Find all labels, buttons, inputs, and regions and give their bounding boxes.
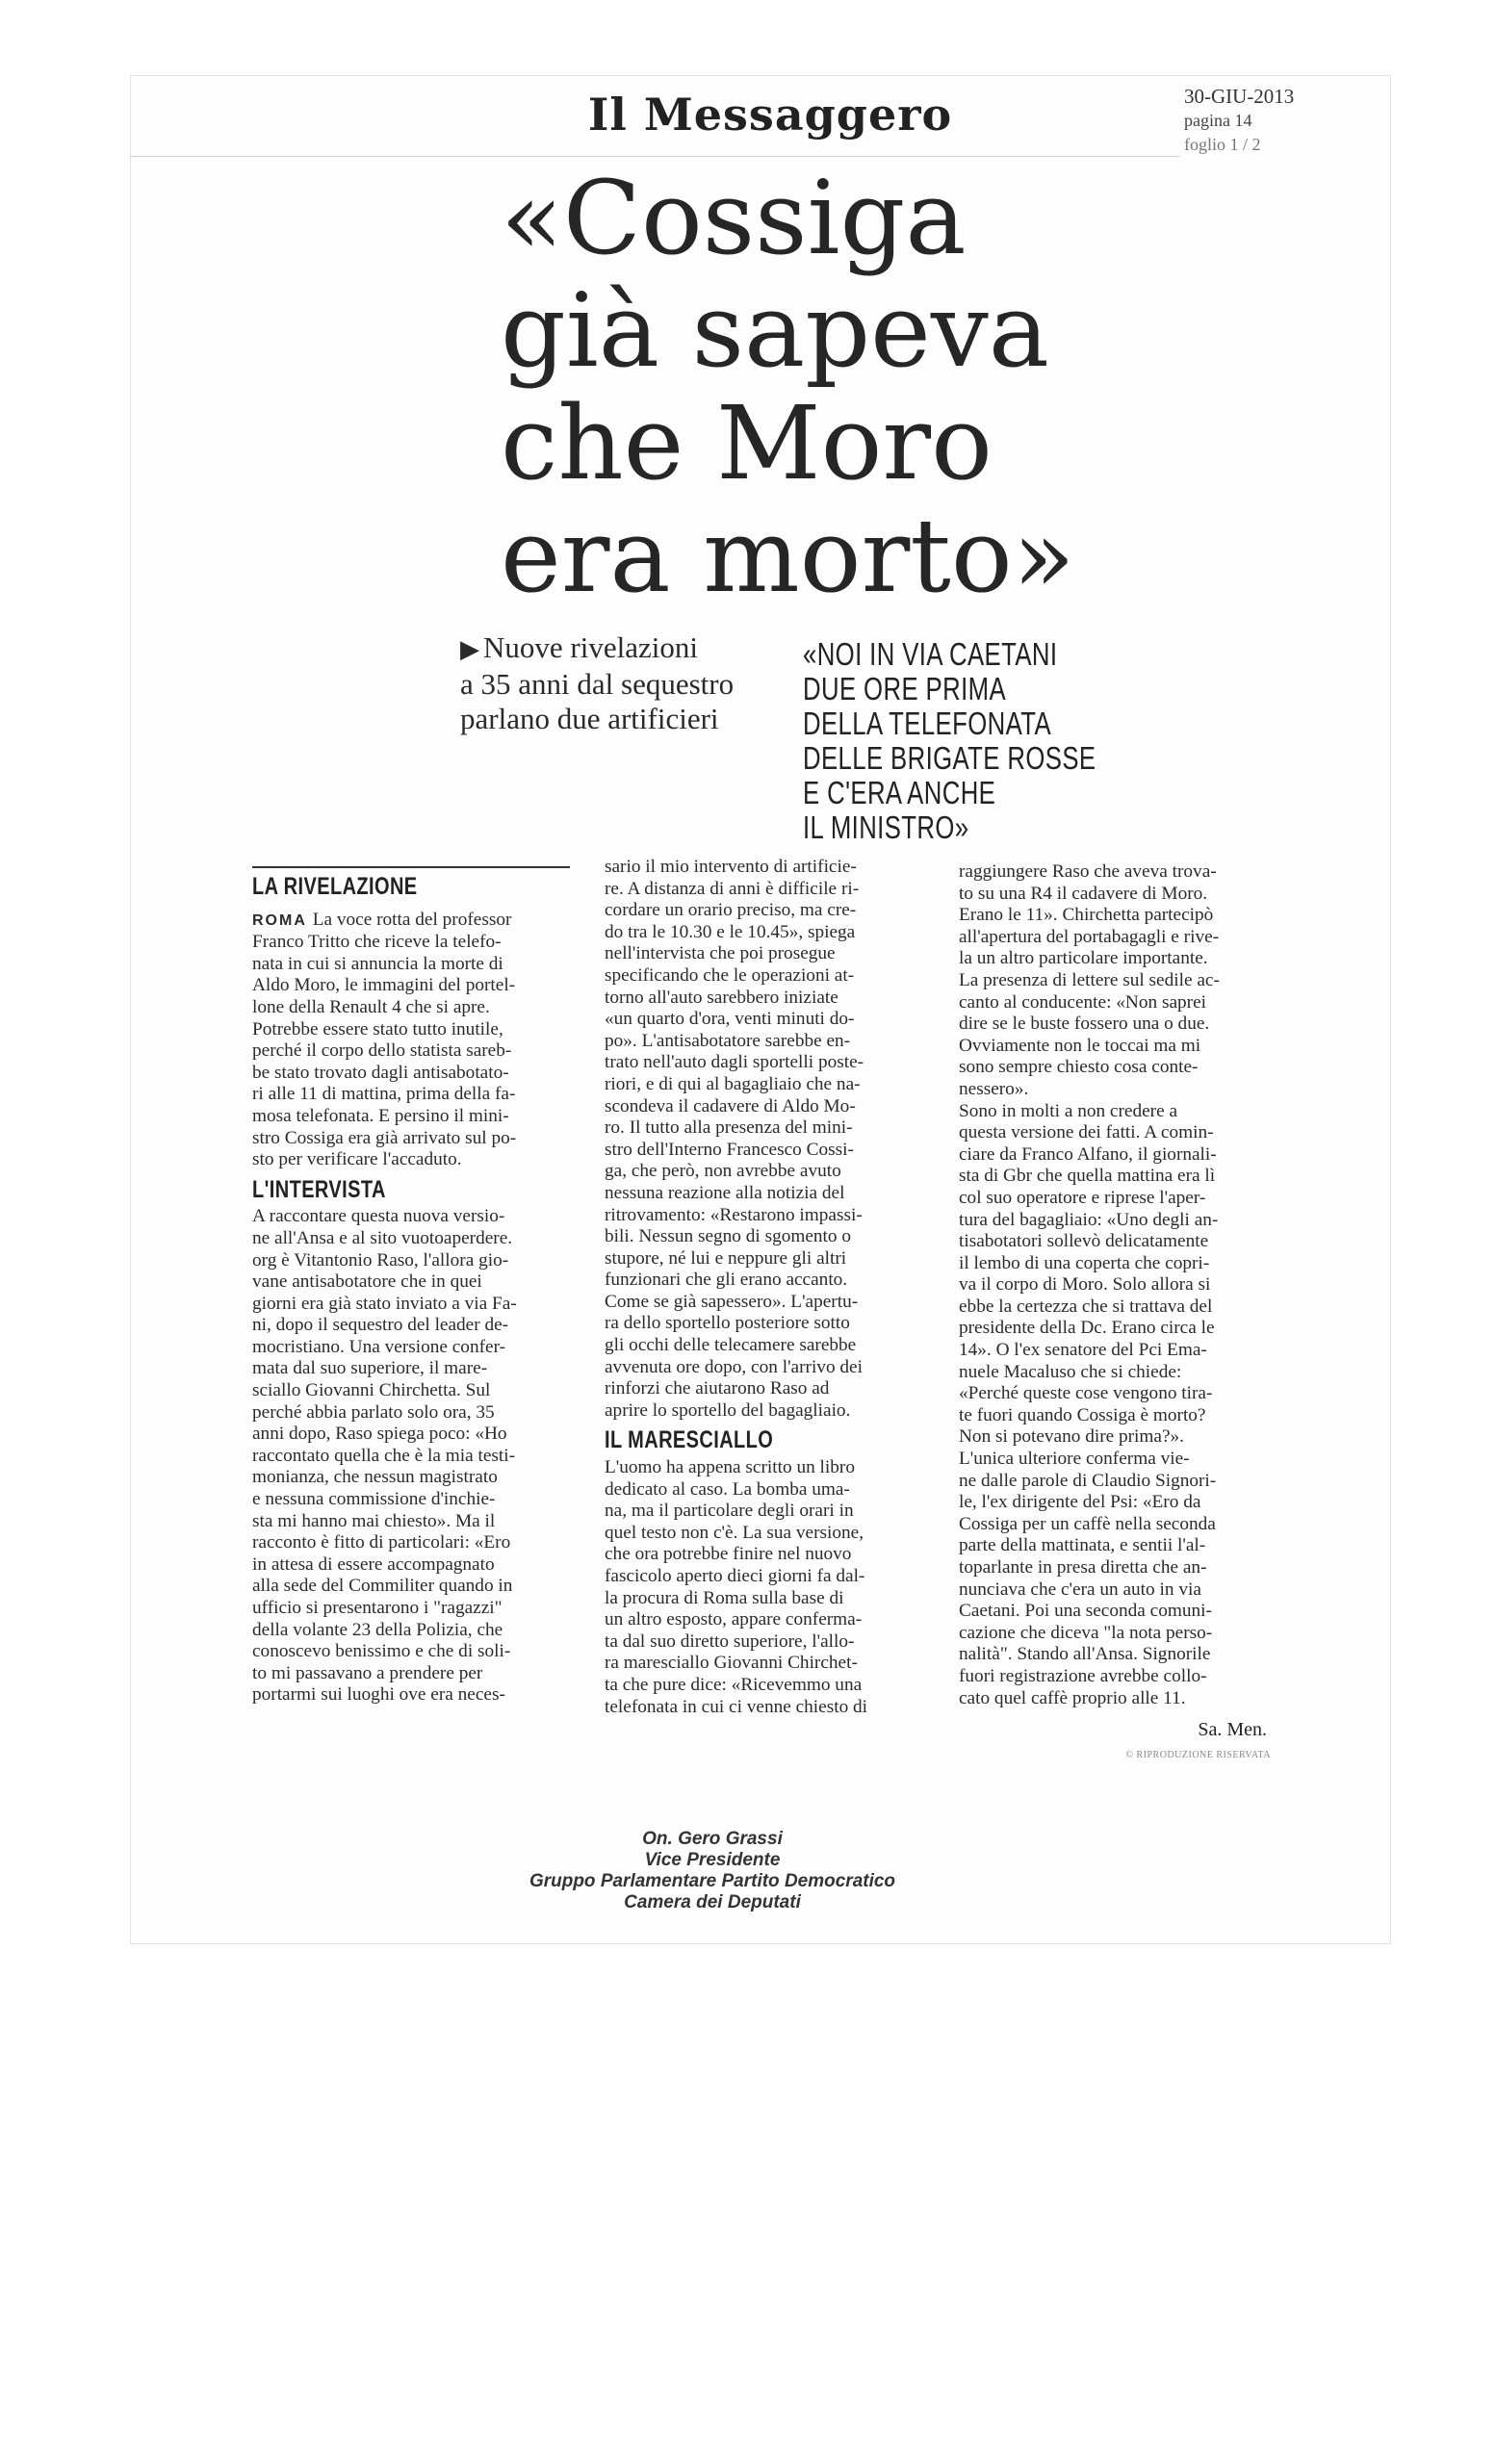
article-line: bili. Nessun segno di sgomento o [605, 1226, 852, 1247]
article-line: va il corpo di Moro. Solo allora si [959, 1274, 1211, 1296]
article-column-2 [605, 857, 920, 1718]
clipping-dateline [1184, 85, 1338, 157]
article-line: L'uomo ha appena scritto un libro [605, 1457, 855, 1478]
newspaper-masthead: Il Messaggero [587, 89, 953, 141]
article-line: e nessuna commissione d'inchie- [252, 1489, 496, 1510]
article-line: fuori registrazione avrebbe collo- [959, 1665, 1207, 1686]
article-line: avvenuta ore dopo, con l'arrivo dei [605, 1356, 863, 1377]
article-line: fascicolo aperto dieci giorni fa dal- [605, 1566, 865, 1586]
article-line: perché abbia parlato solo ora, 35 [252, 1401, 495, 1423]
section-intervista-text [252, 1206, 570, 1707]
article-line: ebbe la certezza che si trattava del [959, 1296, 1213, 1317]
article-line: «un quarto d'ora, venti minuti do- [605, 1009, 855, 1030]
article-line: la procura di Roma sulla base di [605, 1587, 844, 1608]
article-line: do tra le 10.30 e le 10.45», spiega [605, 921, 856, 942]
article-line: L'unica ulteriore conferma vie- [959, 1449, 1190, 1470]
article-line: Ovviamente non le toccai ma mi [959, 1035, 1201, 1056]
article-line: mocristiano. Una versione confer- [252, 1336, 506, 1357]
article-line: sta di Gbr che quella mattina era lì [959, 1166, 1216, 1187]
city-label: ROMA [252, 911, 313, 929]
article-line: telefonata in cui ci venne chiesto di [605, 1696, 868, 1717]
article-line: ri alle 11 di mattina, prima della fa- [252, 1084, 516, 1105]
article-line: 14». O l'ex senatore del Pci Ema- [959, 1340, 1207, 1361]
article-line: stro Cossiga era già arrivato sul po- [252, 1127, 517, 1148]
article-line: mata dal suo superiore, il mare- [252, 1358, 488, 1379]
article-line: Potrebbe essere stato tutto inutile, [252, 1018, 503, 1040]
stamp-group: Gruppo Parlamentare Partito Democratico [529, 1871, 896, 1891]
article-line: nata in cui si annuncia la morte di [252, 953, 503, 974]
article-line: Non si potevano dire prima?». [959, 1426, 1184, 1448]
article-line: scondeva il cadavere di Aldo Mo- [605, 1095, 856, 1116]
article-line: «Perché queste cose vengono tira- [959, 1383, 1213, 1404]
article-line: La presenza di lettere sul sedile ac- [959, 969, 1220, 990]
article-line: ta dal suo diretto superiore, l'allo- [605, 1630, 855, 1652]
article-line: te fuori quando Cossiga è morto? [959, 1404, 1206, 1425]
article-line: le, l'ex dirigente del Psi: «Ero da [959, 1492, 1201, 1513]
article-line: ga, che però, non avrebbe avuto [605, 1161, 841, 1182]
article-line: gli occhi delle telecamere sarebbe [605, 1335, 857, 1356]
article-line: della volante 23 della Polizia, che [252, 1619, 503, 1640]
subheadline [460, 630, 807, 736]
article-line: un altro esposto, appare conferma- [605, 1609, 863, 1630]
clipping-date: 30-GIU-2013 [1184, 85, 1295, 108]
article-line: sono sempre chiesto cosa conte- [959, 1057, 1199, 1078]
article-line: na, ma il particolare degli orari in [605, 1501, 854, 1522]
article-line: ciare da Franco Alfano, il giornali- [959, 1143, 1217, 1165]
article-line: be stato trovato dagli antisabotato- [252, 1062, 509, 1083]
article-line: sto per verificare l'accaduto. [252, 1149, 462, 1170]
article-line: perché il corpo dello statista sareb- [252, 1040, 512, 1062]
article-line: racconto è fitto di particolari: «Ero [252, 1532, 511, 1553]
headline-line: già sapeva [501, 271, 1049, 390]
article-line: sario il mio intervento di artificie- [605, 857, 857, 877]
article-line: conoscevo benissimo e che di soli- [252, 1641, 511, 1662]
section-rule [252, 866, 570, 868]
article-line: Cossiga per un caffè nella seconda [959, 1513, 1216, 1534]
article-line: lone della Renault 4 che si apre. [252, 996, 490, 1017]
headline-line: era morto» [501, 497, 1075, 615]
headline-line: «Cossiga [501, 159, 967, 277]
article-line: stro dell'Interno Francesco Cossi- [605, 1139, 854, 1160]
article-line: torno all'auto sarebbero iniziate [605, 987, 838, 1008]
section-title-intervista: L'INTERVISTA [252, 1175, 386, 1203]
article-line: riori, e di qui al bagagliaio che na- [605, 1073, 861, 1094]
article-column-1 [252, 866, 570, 1707]
page-number: pagina 14 [1184, 111, 1252, 130]
sheet-number: foglio 1 / 2 [1184, 135, 1261, 154]
pull-quote-line: DELLA TELEFONATA [803, 706, 1052, 741]
section-rivelazione-text [252, 910, 570, 1171]
article-line: nessuna reazione alla notizia del [605, 1182, 845, 1203]
article-line: trato nell'auto dagli sportelli poste- [605, 1052, 864, 1073]
article-line: all'apertura del portabagagli e rive- [959, 926, 1220, 947]
deputy-stamp [424, 1829, 1001, 1913]
triangle-bullet-icon: ▶ [460, 635, 479, 663]
article-line: cato quel caffè proprio alle 11. [959, 1687, 1186, 1708]
article-line: raggiungere Raso che aveva trova- [959, 861, 1217, 882]
article-line: Sono in molti a non credere a [959, 1100, 1178, 1121]
article-line: quel testo non c'è. La sua versione, [605, 1522, 864, 1543]
article-line: rinforzi che aiutarono Raso ad [605, 1378, 830, 1399]
article-line: in attesa di essere accompagnato [252, 1553, 495, 1575]
article-line: ritrovamento: «Restarono impassi- [605, 1204, 863, 1225]
article-line: to mi passavano a prendere per [252, 1662, 483, 1683]
article-line: Caetani. Poi una seconda comuni- [959, 1601, 1212, 1622]
pull-quote-line: «NOI IN VIA CAETANI [803, 636, 1058, 672]
article-line: ufficio si presentarono i "ragazzi" [252, 1598, 503, 1618]
article-line: nell'intervista che poi prosegue [605, 943, 836, 964]
article-line: parte della mattinata, e sentii l'al- [959, 1535, 1206, 1556]
article-line: giorni era già stato inviato a via Fa- [252, 1293, 517, 1314]
article-line: Come se già sapessero». L'apertu- [605, 1291, 859, 1312]
article-line: ni, dopo il sequestro del leader de- [252, 1315, 509, 1336]
article-line: portarmi sui luoghi ove era neces- [252, 1684, 505, 1706]
pull-quote [803, 636, 1096, 845]
article-line: anni dopo, Raso spiega poco: «Ho [252, 1424, 507, 1445]
article-line: aprire lo sportello del bagagliaio. [605, 1399, 851, 1421]
article-line: dedicato al caso. La bomba uma- [605, 1478, 850, 1500]
stamp-role: Vice Presidente [644, 1850, 781, 1870]
article-line: che ora potrebbe finire nel nuovo [605, 1544, 852, 1565]
column-2-text [605, 857, 920, 1422]
article-line: ra maresciallo Giovanni Chirchet- [605, 1653, 858, 1674]
column-3-text [959, 861, 1277, 1709]
article-line: dire se le buste fossero una o due. [959, 1014, 1210, 1035]
headline [501, 159, 1194, 615]
article-line: tura del bagagliaio: «Uno degli an- [959, 1209, 1219, 1230]
article-line: re. A distanza di anni è difficile ri- [605, 878, 860, 899]
article-line: A raccontare questa nuova versio- [252, 1206, 505, 1227]
article-line: nalità". Stando all'Ansa. Signorile [959, 1644, 1211, 1665]
article-line: toparlante in presa diretta che an- [959, 1557, 1207, 1578]
article-line: sta mi hanno mai chiesto». Ma il [252, 1510, 496, 1531]
author-signature: Sa. Men. [1198, 1719, 1267, 1741]
section-title-maresciallo: IL MARESCIALLO [605, 1426, 774, 1454]
stamp-chamber: Camera dei Deputati [624, 1892, 801, 1912]
article-line: org è Vitantonio Raso, l'allora gio- [252, 1249, 509, 1270]
article-line: sciallo Giovanni Chirchetta. Sul [252, 1380, 491, 1401]
article-line: raccontato quella che è la mia testi- [252, 1445, 516, 1466]
article-line: ne all'Ansa e al sito vuotoaperdere. [252, 1227, 513, 1248]
article-line: ROMA La voce rotta del professor [252, 909, 512, 930]
article-line: stupore, né lui e neppure gli altri [605, 1247, 847, 1269]
article-line: tisabotatori sollevò delicatamente [959, 1231, 1209, 1252]
article-line: questa versione dei fatti. A comin- [959, 1122, 1214, 1143]
stamp-name: On. Gero Grassi [642, 1829, 783, 1849]
section-title-rivelazione: LA RIVELAZIONE [252, 873, 418, 900]
article-column-3 [959, 861, 1277, 1766]
article-line: Franco Tritto che riceve la telefo- [252, 932, 502, 953]
subhead-line: parlano due artificieri [460, 702, 719, 735]
pull-quote-line: IL MINISTRO» [803, 809, 969, 845]
masthead-rule [130, 156, 1179, 157]
article-line: nuele Macaluso che si chiede: [959, 1361, 1182, 1382]
article-line: la un altro particolare importante. [959, 948, 1208, 969]
pull-quote-line: E C'ERA ANCHE [803, 775, 996, 810]
article-line: to su una R4 il cadavere di Moro. [959, 883, 1208, 904]
article-line: po». L'antisabotatore sarebbe en- [605, 1030, 851, 1051]
article-line: vane antisabotatore che in quei [252, 1271, 482, 1293]
article-line: Aldo Moro, le immagini del portel- [252, 975, 516, 996]
article-line: ra dello sportello posteriore sotto [605, 1313, 850, 1334]
article-line: ne dalle parole di Claudio Signori- [959, 1470, 1217, 1491]
pull-quote-line: DUE ORE PRIMA [803, 671, 1007, 706]
article-line: specificando che le operazioni at- [605, 964, 855, 986]
article-line: alla sede del Commiliter quando in [252, 1576, 513, 1597]
section-maresciallo-text [605, 1457, 920, 1718]
article-line: cazione che diceva "la nota perso- [959, 1622, 1213, 1643]
rights-notice: © RIPRODUZIONE RISERVATA [1125, 1749, 1271, 1760]
article-line: nessero». [959, 1078, 1029, 1099]
article-line: funzionari che gli erano accanto. [605, 1270, 848, 1291]
article-line: presidente della Dc. Erano circa le [959, 1318, 1215, 1339]
article-line: ta che pure dice: «Ricevemmo una [605, 1674, 863, 1695]
article-line: mosa telefonata. E persino il mini- [252, 1105, 509, 1126]
article-line: Erano le 11». Chirchetta partecipò [959, 905, 1214, 926]
article-line: il lembo di una coperta che copri- [959, 1252, 1210, 1273]
subhead-line: a 35 anni dal sequestro [460, 667, 735, 701]
subhead-line: Nuove rivelazioni [483, 630, 698, 664]
article-line: col suo operatore e riprese l'aper- [959, 1187, 1206, 1208]
article-line: monianza, che nessun magistrato [252, 1467, 498, 1488]
article-line: ro. Il tutto alla presenza del mini- [605, 1117, 853, 1139]
pull-quote-line: DELLE BRIGATE ROSSE [803, 740, 1096, 776]
article-line: canto al conducente: «Non saprei [959, 991, 1206, 1013]
article-line: nunciava che c'era un auto in via [959, 1578, 1201, 1600]
article-line: cordare un orario preciso, ma cre- [605, 900, 857, 921]
headline-line: che Moro [501, 384, 993, 502]
